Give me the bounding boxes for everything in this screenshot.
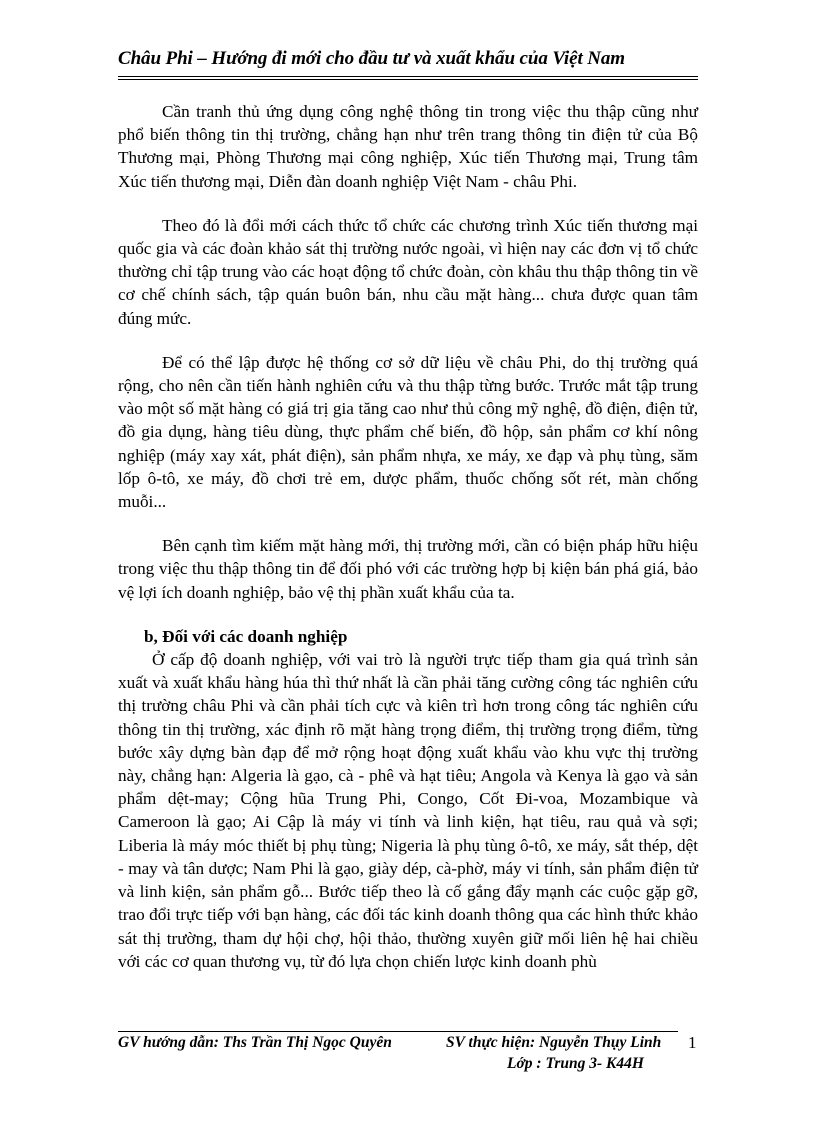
- paragraph: Theo đó là đổi mới cách thức tổ chức các chương trình Xúc tiến thương mại quốc gia và các đoàn khảo sát thị trường nước ngoài, vì hiện nay các đơn vị tổ chức thường chỉ tập trung vào các hoạt động tổ chức đoàn, còn khâu thu thập thông tin về cơ chế chính sách, tập quán buôn bán, nhu cầu mặt hàng... chưa được quan tâm đúng mức.: [118, 215, 698, 328]
- page-header-title: Châu Phi – Hướng đi mới cho đầu tư và xuất khẩu của Việt Nam: [118, 48, 625, 69]
- page-number: 1: [688, 1033, 697, 1052]
- footer-class: Lớp : Trung 3- K44H: [507, 1055, 644, 1072]
- footer-student: SV thực hiện: Nguyễn Thụy Linh: [446, 1034, 662, 1051]
- header-rule-thin: [118, 79, 698, 80]
- paragraph: Bên cạnh tìm kiếm mặt hàng mới, thị trường mới, cần có biện pháp hữu hiệu trong việc thu thập thông tin để đối phó với các trường hợp bị kiện bán phá giá, bảo vệ lợi ích doanh nghiệp, bảo vệ thị phần xuất khẩu của ta.: [118, 536, 698, 602]
- header-rule: [118, 76, 698, 77]
- paragraph: Cần tranh thủ ứng dụng công nghệ thông tin trong việc thu thập cũng như phổ biến thông tin thị trường, chẳng hạn như trên trang thông tin điện tử của Bộ Thương mại, Phòng Thương mại công nghiệp, Xúc tiến Thương mại, Trung tâm Xúc tiến thương mại, Diễn đàn doanh nghiệp Việt Nam - châu Phi.: [118, 102, 698, 191]
- footer-rule: [118, 1031, 678, 1032]
- paragraph: Để có thể lập được hệ thống cơ sở dữ liệu về châu Phi, do thị trường quá rộng, cho nên cần tiến hành nghiên cứu và thu thập từng bước. Trước mắt tập trung vào một số mặt hàng có giá trị gia tăng cao như thủ công mỹ nghệ, đồ điện, điện tử, đồ gia dụng, hàng tiêu dùng, thực phẩm chế biến, đồ hộp, sản phẩm cơ khí nông nghiệp (máy xay xát, phát điện), sản phẩm nhựa, xe máy, xe đạp và phụ tùng, săm lốp ô-tô, xe máy, đồ chơi trẻ em, dược phẩm, thuốc chống sốt rét, màn chống muỗi...: [118, 352, 698, 512]
- document-body: [118, 100, 698, 973]
- section-heading: b, Đối với các doanh nghiệp: [144, 626, 348, 646]
- paragraph: Ở cấp độ doanh nghiệp, với vai trò là người trực tiếp tham gia quá trình sản xuất và xuất khẩu hàng húa thì thứ nhất là cần phải tăng cường công tác nghiên cứu thị trường châu Phi và cần phải tích cực và kiên trì hơn trong công tác nghiên cứu thông tin thị trường, xác định rõ mặt hàng trọng điểm, thị trường trọng điểm, từng bước xây dựng bàn đạp để mở rộng hoạt động xuất khẩu vào khu vực thị trường này, chẳng hạn: Algeria là gạo, cà - phê và hạt tiêu; Angola và Kenya là gạo và sản phẩm dệt-may; Cộng hũa Trung Phi, Congo, Cốt Đi-voa, Mozambique và Cameroon là gạo; Ai Cập là máy vi tính và linh kiện, hạt tiêu, rau quả và sợi; Liberia là máy móc thiết bị phụ tùng; Nigeria là phụ tùng ô-tô, xe máy, sắt thép, dệt - may và tân dược; Nam Phi là gạo, giày dép, cà-phờ, máy vi tính, sản phẩm điện tử và linh kiện, sản phẩm gỗ... Bước tiếp theo là cố gắng đẩy mạnh các cuộc gặp gỡ, trao đổi trực tiếp với bạn hàng, các đối tác kinh doanh thông qua các hình thức khảo sát thị trường, tham dự hội chợ, hội thảo, thường xuyên giữ mối liên hệ hai chiều với các cơ quan thương vụ, từ đó lựa chọn chiến lược kinh doanh phù: [118, 650, 698, 971]
- footer-advisor: GV hướng dẫn: Ths Trần Thị Ngọc Quyên: [118, 1034, 392, 1051]
